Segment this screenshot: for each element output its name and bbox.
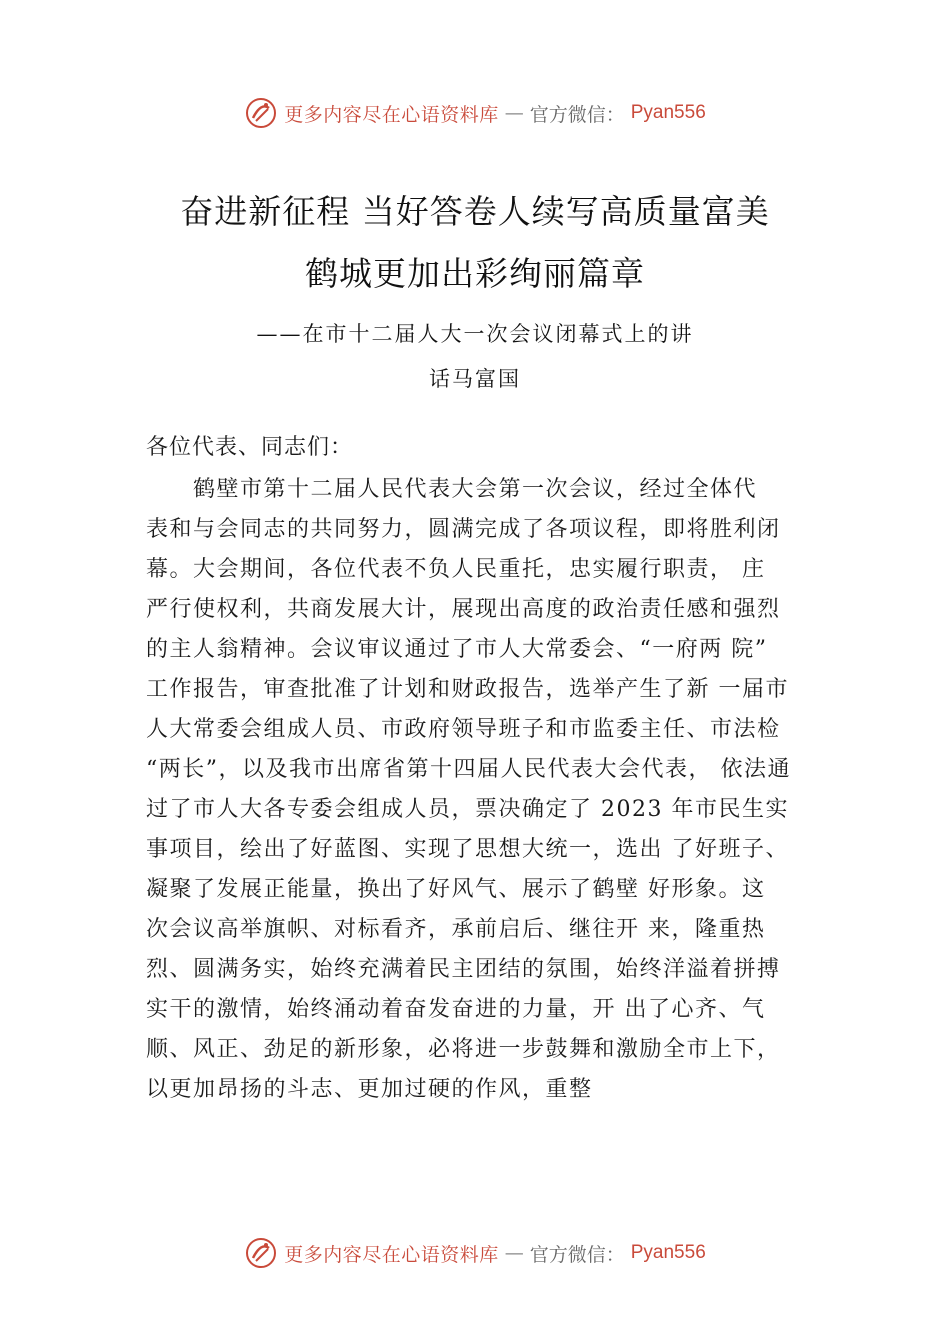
- brand-logo-icon: [244, 96, 278, 130]
- body-line: 过了市人大各专委会组成人员，票决确定了 2023 年市民生实: [146, 797, 789, 822]
- body-line: 凝聚了发展正能量，换出了好风气、展示了鹤壁 好形象。这: [146, 877, 766, 902]
- document-title-line-1: 奋进新征程 当好答卷人续写高质量富美: [180, 192, 770, 231]
- wechat-label: 官方微信：: [529, 1243, 625, 1266]
- body-line: 次会议高举旗帜、对标看齐，承前启后、继往开 来，隆重热: [146, 917, 766, 942]
- body-line: 以更加昂扬的斗志、更加过硬的作风，重整: [146, 1077, 593, 1102]
- header-banner: [0, 96, 950, 130]
- body-line: 幕。大会期间，各位代表不负人民重托，忠实履行职责， 庄: [146, 557, 766, 582]
- body-line: 人大常委会组成人员、市政府领导班子和市监委主任、市法检: [146, 717, 781, 742]
- document-title-line-2: 鹤城更加出彩绚丽篇章: [305, 254, 645, 293]
- wechat-id: Pyan556: [630, 102, 706, 123]
- brand-name: 更多内容尽在心语资料库: [284, 103, 499, 126]
- wechat-label: 官方微信：: [529, 103, 625, 126]
- body-line: 烈、圆满务实，始终充满着民主团结的氛围，始终洋溢着拼搏: [146, 957, 781, 982]
- brand-logo-icon: [244, 1236, 278, 1270]
- body-line: 事项目，绘出了好蓝图、实现了思想大统一，选出 了好班子、: [146, 837, 789, 862]
- body-line: 鹤壁市第十二届人民代表大会第一次会议，经过全体代: [146, 477, 758, 502]
- body-line: 的主人翁精神。会议审议通过了市人大常委会、“一府两 院”: [146, 637, 768, 662]
- banner-separator: —: [504, 1242, 524, 1264]
- body-line: 工作报告，审查批准了计划和财政报告，选举产生了新 一届市: [146, 677, 789, 702]
- document-subtitle-line-2: 话马富国: [429, 367, 521, 391]
- wechat-id: Pyan556: [630, 1242, 706, 1263]
- body-line: 顺、风正、劲足的新形象，必将进一步鼓舞和激励全市上下，: [146, 1037, 781, 1062]
- brand-name: 更多内容尽在心语资料库: [284, 1243, 499, 1266]
- banner-separator: —: [504, 102, 524, 124]
- footer-banner: [0, 1236, 950, 1270]
- body-line: 实干的激情，始终涌动着奋发奋进的力量，开 出了心齐、气: [146, 997, 766, 1022]
- body-line: “两长”，以及我市出席省第十四届人民代表大会代表， 依法通: [146, 757, 791, 782]
- document-subtitle-line-1: ——在市十二届人大一次会议闭幕式上的讲: [256, 322, 694, 346]
- body-line: 严行使权利，共商发展大计，展现出高度的政治责任感和强烈: [146, 597, 781, 622]
- body-line: 表和与会同志的共同努力，圆满完成了各项议程，即将胜利闭: [146, 517, 781, 542]
- greeting: 各位代表、同志们：: [146, 435, 354, 460]
